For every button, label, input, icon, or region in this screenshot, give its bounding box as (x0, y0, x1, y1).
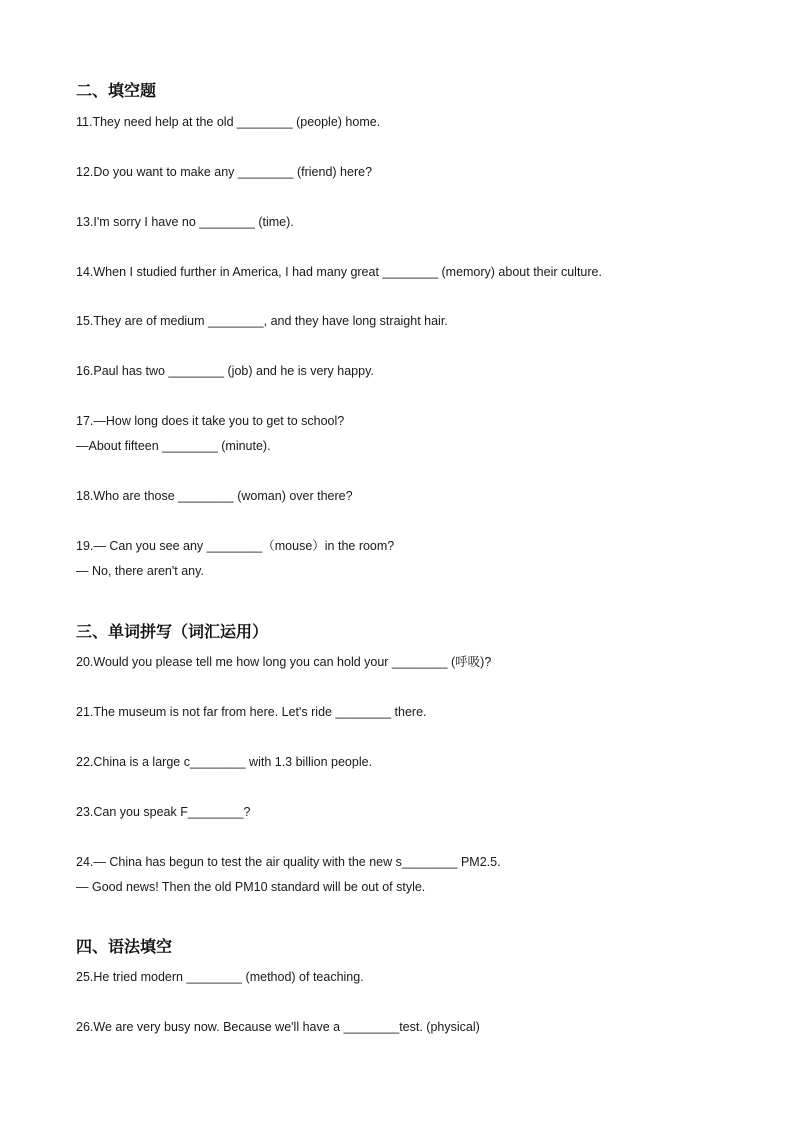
question-12: 12.Do you want to make any ________ (friend) here? (76, 165, 373, 179)
question-13: 13.I'm sorry I have no ________ (time). (76, 215, 294, 229)
question-25: 25.He tried modern ________ (method) of teaching. (76, 970, 364, 984)
section-heading-grammar: 四、语法填空 (76, 939, 173, 956)
question-17-line-1: 17.—How long does it take you to get to school? (76, 414, 345, 428)
section-heading-fill-blank: 二、填空题 (76, 83, 157, 100)
question-14: 14.When I studied further in America, I had many great ________ (memory) about their culture. (76, 265, 602, 279)
question-20: 20.Would you please tell me how long you can hold your ________ (呼吸)? (76, 655, 492, 669)
question-23: 23.Can you speak F________? (76, 805, 251, 819)
question-18: 18.Who are those ________ (woman) over there? (76, 489, 353, 503)
question-24-line-2: — Good news! Then the old PM10 standard will be out of style. (76, 880, 426, 894)
question-17 (76, 413, 344, 454)
question-19 (76, 538, 394, 579)
question-15: 15.They are of medium ________, and they have long straight hair. (76, 314, 448, 328)
question-19-line-1: 19.— Can you see any ________（mouse）in the room? (76, 539, 395, 553)
question-19-line-2: — No, there aren't any. (76, 564, 204, 578)
question-22: 22.China is a large c________ with 1.3 billion people. (76, 755, 373, 769)
question-21: 21.The museum is not far from here. Let's ride ________ there. (76, 705, 427, 719)
question-17-line-2: —About fifteen ________ (minute). (76, 439, 271, 453)
question-24 (76, 854, 501, 895)
question-26: 26.We are very busy now. Because we'll have a ________test. (physical) (76, 1020, 480, 1034)
section-heading-spelling: 三、单词拼写（词汇运用） (76, 624, 269, 641)
question-24-line-1: 24.— China has begun to test the air quality with the new s________ PM2.5. (76, 855, 501, 869)
question-16: 16.Paul has two ________ (job) and he is very happy. (76, 364, 374, 378)
question-11: 11.They need help at the old ________ (people) home. (76, 115, 381, 129)
